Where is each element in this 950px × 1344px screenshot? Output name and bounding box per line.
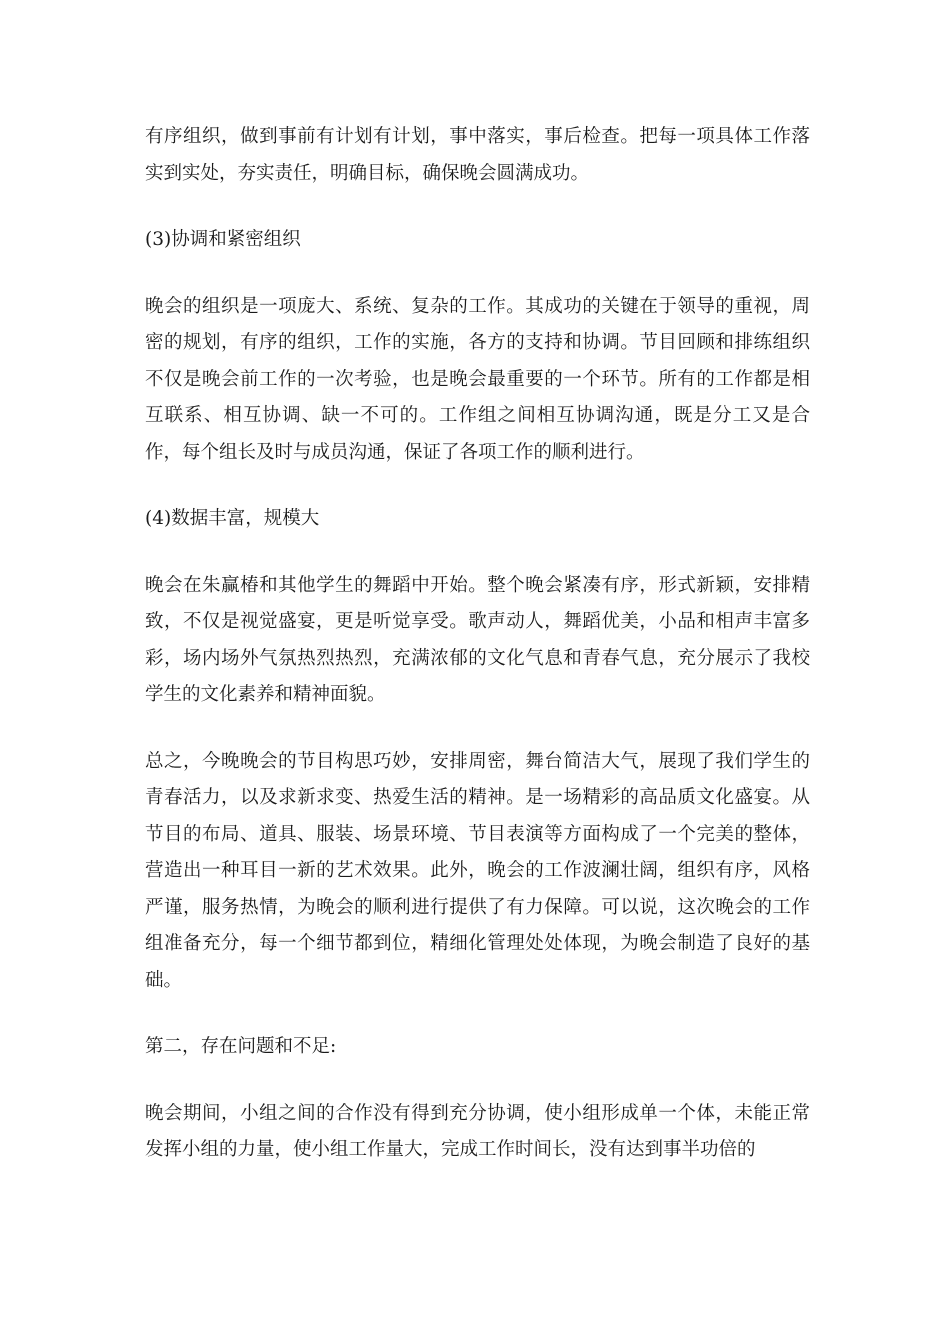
paragraph-performance: 晚会在朱赢椿和其他学生的舞蹈中开始。整个晚会紧凑有序，形式新颖，安排精致，不仅是视觉盛宴，更是听觉享受。歌声动人，舞蹈优美，小品和相声丰富多彩，场内场外气氛热烈热烈，充满浓郁的文化气息和青春气息，充分展示了我校学生的文化素养和精神面貌。 [145, 574, 810, 705]
paragraph-coordination: 晚会的组织是一项庞大、系统、复杂的工作。其成功的关键在于领导的重视，周密的规划，有序的组织，工作的实施，各方的支持和协调。节目回顾和排练组织不仅是晚会前工作的一次考验，也是晚会最重要的一个环节。所有的工作都是相互联系、相互协调、缺一不可的。工作组之间相互协调沟通，既是分工又是合作，每个组长及时与成员沟通，保证了各项工作的顺利进行。 [145, 295, 810, 463]
paragraph-organized-work: 有序组织，做到事前有计划有计划，事中落实，事后检查。把每一项具体工作落实到实处，夯实责任，明确目标，确保晚会圆满成功。 [145, 126, 810, 184]
paragraph-problems: 晚会期间，小组之间的合作没有得到充分协调，使小组形成单一个体，未能正常发挥小组的力量，使小组工作量大，完成工作时间长，没有达到事半功倍的 [145, 1102, 810, 1160]
heading-rich-content: (4)数据丰富，规模大 [145, 508, 320, 529]
paragraph-summary: 总之，今晚晚会的节目构思巧妙，安排周密，舞台简洁大气，展现了我们学生的青春活力，以及求新求变、热爱生活的精神。是一场精彩的高品质文化盛宴。从节目的布局、道具、服装、场景环境、节目表演等方面构成了一个完美的整体，营造出一种耳目一新的艺术效果。此外，晚会的工作波澜壮阔，组织有序，风格严谨，服务热情，为晚会的顺利进行提供了有力保障。可以说，这次晚会的工作组准备充分，每一个细节都到位，精细化管理处处体现，为晚会制造了良好的基础。 [145, 750, 810, 991]
document-body [145, 119, 810, 1199]
heading-problems: 第二，存在问题和不足: [145, 1036, 337, 1057]
heading-coordination: (3)协调和紧密组织 [145, 229, 301, 250]
